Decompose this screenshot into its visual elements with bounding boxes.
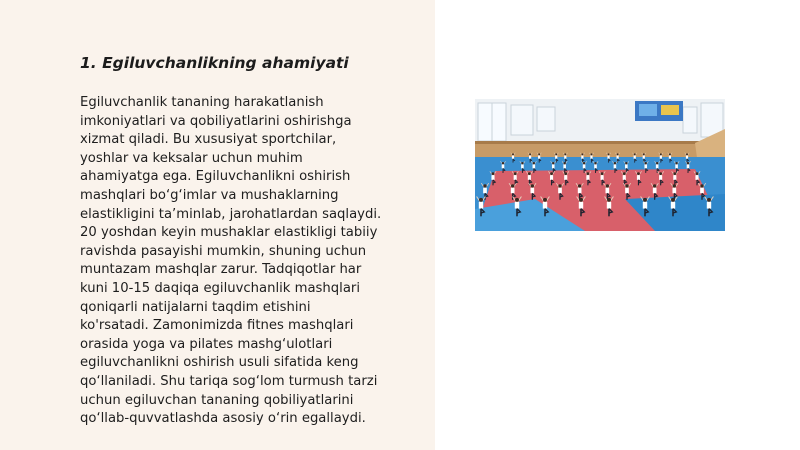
body-line: elastikligini ta’minlab, jarohatlardan saqlaydi. [80,206,382,222]
body-line: ko'rsatadi. Zamonimizda fitnes mashqlari [80,318,354,334]
body-line: egiluvchanlikni oshirish usuli sifatida keng [80,355,359,371]
body-line: ahamiyatga ega. Egiluvchanlikni oshirish [80,169,351,185]
body-line: qoniqarli natijalarni taqdim etishini [80,299,311,315]
body-line: 20 yoshdan keyin mushaklar elastikligi tabiiy [80,225,378,241]
body-line: qo‘llab-quvvatlashda asosiy o‘rin egallaydi. [80,411,366,427]
body-line: uchun egiluvchan tananing qobiliyatlarini [80,392,354,408]
body-line: muntazam mashqlar zarur. Tadqiqotlar har [80,262,362,278]
body-line: qo‘llaniladi. Shu tariqa sog‘lom turmush tarzi [80,373,378,389]
body-line: kuni 10-15 daqiqa egiluvchanlik mashqlari [80,280,360,296]
gym-yoga-class-photo [475,99,725,231]
body-line: mashqlari bo‘g‘imlar va mushaklarning [80,187,339,203]
body-line: imkoniyatlari va qobiliyatlarini oshirishga [80,113,352,129]
body-line: xizmat qiladi. Bu xususiyat sportchilar, [80,132,337,148]
slide-body-text [80,94,432,429]
body-line: ravishda pasayishi mumkin, shuning uchun [80,243,367,259]
body-line: orasida yoga va pilates mashg‘ulotlari [80,336,333,352]
body-line: yoshlar va keksalar uchun muhim [80,150,303,166]
slide-heading: 1. Egiluvchanlikning ahamiyati [80,54,349,72]
body-line: Egiluvchanlik tananing harakatlanish [80,95,324,110]
